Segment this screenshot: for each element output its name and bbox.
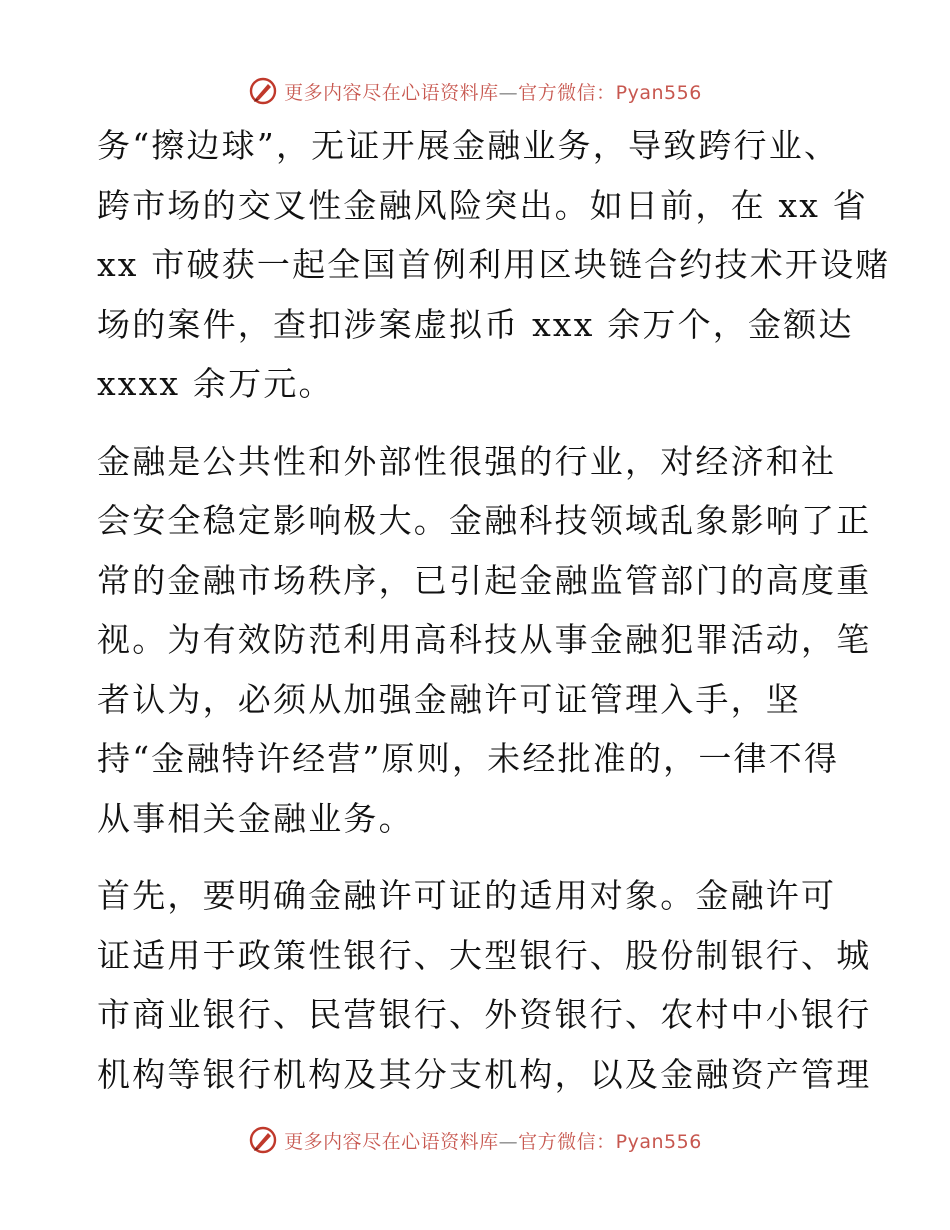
banner-separator: — xyxy=(498,81,519,104)
text-line: 市商业银行、民营银行、外资银行、农村中小银行 xyxy=(97,995,872,1034)
document-body xyxy=(97,116,891,1104)
text-line: 持“金融特许经营”原则，未经批准的，一律不得 xyxy=(97,739,840,778)
text-line: 首先，要明确金融许可证的适用对象。金融许可 xyxy=(97,876,837,915)
text-line: 者认为，必须从加强金融许可证管理入手，坚 xyxy=(97,679,801,719)
banner-contact-text: 官方微信：Pyan556 xyxy=(518,81,702,104)
paragraph-1 xyxy=(97,116,891,414)
text-line: 视。为有效防范利用高科技从事金融犯罪活动，笔 xyxy=(97,620,872,659)
text-line: 跨市场的交叉性金融风险突出。如日前，在 xx 省 xyxy=(97,185,869,225)
pen-logo-icon xyxy=(248,76,278,106)
banner-contact-text: 官方微信：Pyan556 xyxy=(518,1130,702,1153)
banner-brand-text: 更多内容尽在心语资料库 xyxy=(284,1130,499,1153)
banner-brand-text: 更多内容尽在心语资料库 xyxy=(284,81,499,104)
text-line: 务“擦边球”，无证开展金融业务，导致跨行业、 xyxy=(97,126,840,165)
header-banner xyxy=(0,71,950,111)
banner-separator: — xyxy=(498,1130,519,1153)
text-line: 证适用于政策性银行、大型银行、股份制银行、城 xyxy=(97,935,872,975)
paragraph-3 xyxy=(97,866,872,1104)
banner-text xyxy=(284,78,702,105)
pen-logo-icon xyxy=(248,1125,278,1155)
text-line: 会安全稳定影响极大。金融科技领域乱象影响了正 xyxy=(97,501,872,540)
paragraph-gap xyxy=(97,414,857,432)
text-line: 场的案件，查扣涉案虚拟币 xxx 余万个，金额达 xyxy=(97,304,854,344)
text-line: 金融是公共性和外部性很强的行业，对经济和社 xyxy=(97,441,837,481)
text-line: xx 市破获一起全国首例利用区块链合约技术开设赌 xyxy=(97,245,891,284)
text-line: 机构等银行机构及其分支机构，以及金融资产管理 xyxy=(97,1054,872,1094)
footer-banner xyxy=(0,1120,950,1160)
banner-text xyxy=(284,1127,702,1154)
text-line: 从事相关金融业务。 xyxy=(97,798,414,838)
text-line: xxxx 余万元。 xyxy=(97,364,334,403)
paragraph-gap xyxy=(97,848,857,866)
paragraph-2 xyxy=(97,432,872,849)
text-line: 常的金融市场秩序，已引起金融监管部门的高度重 xyxy=(97,560,872,600)
